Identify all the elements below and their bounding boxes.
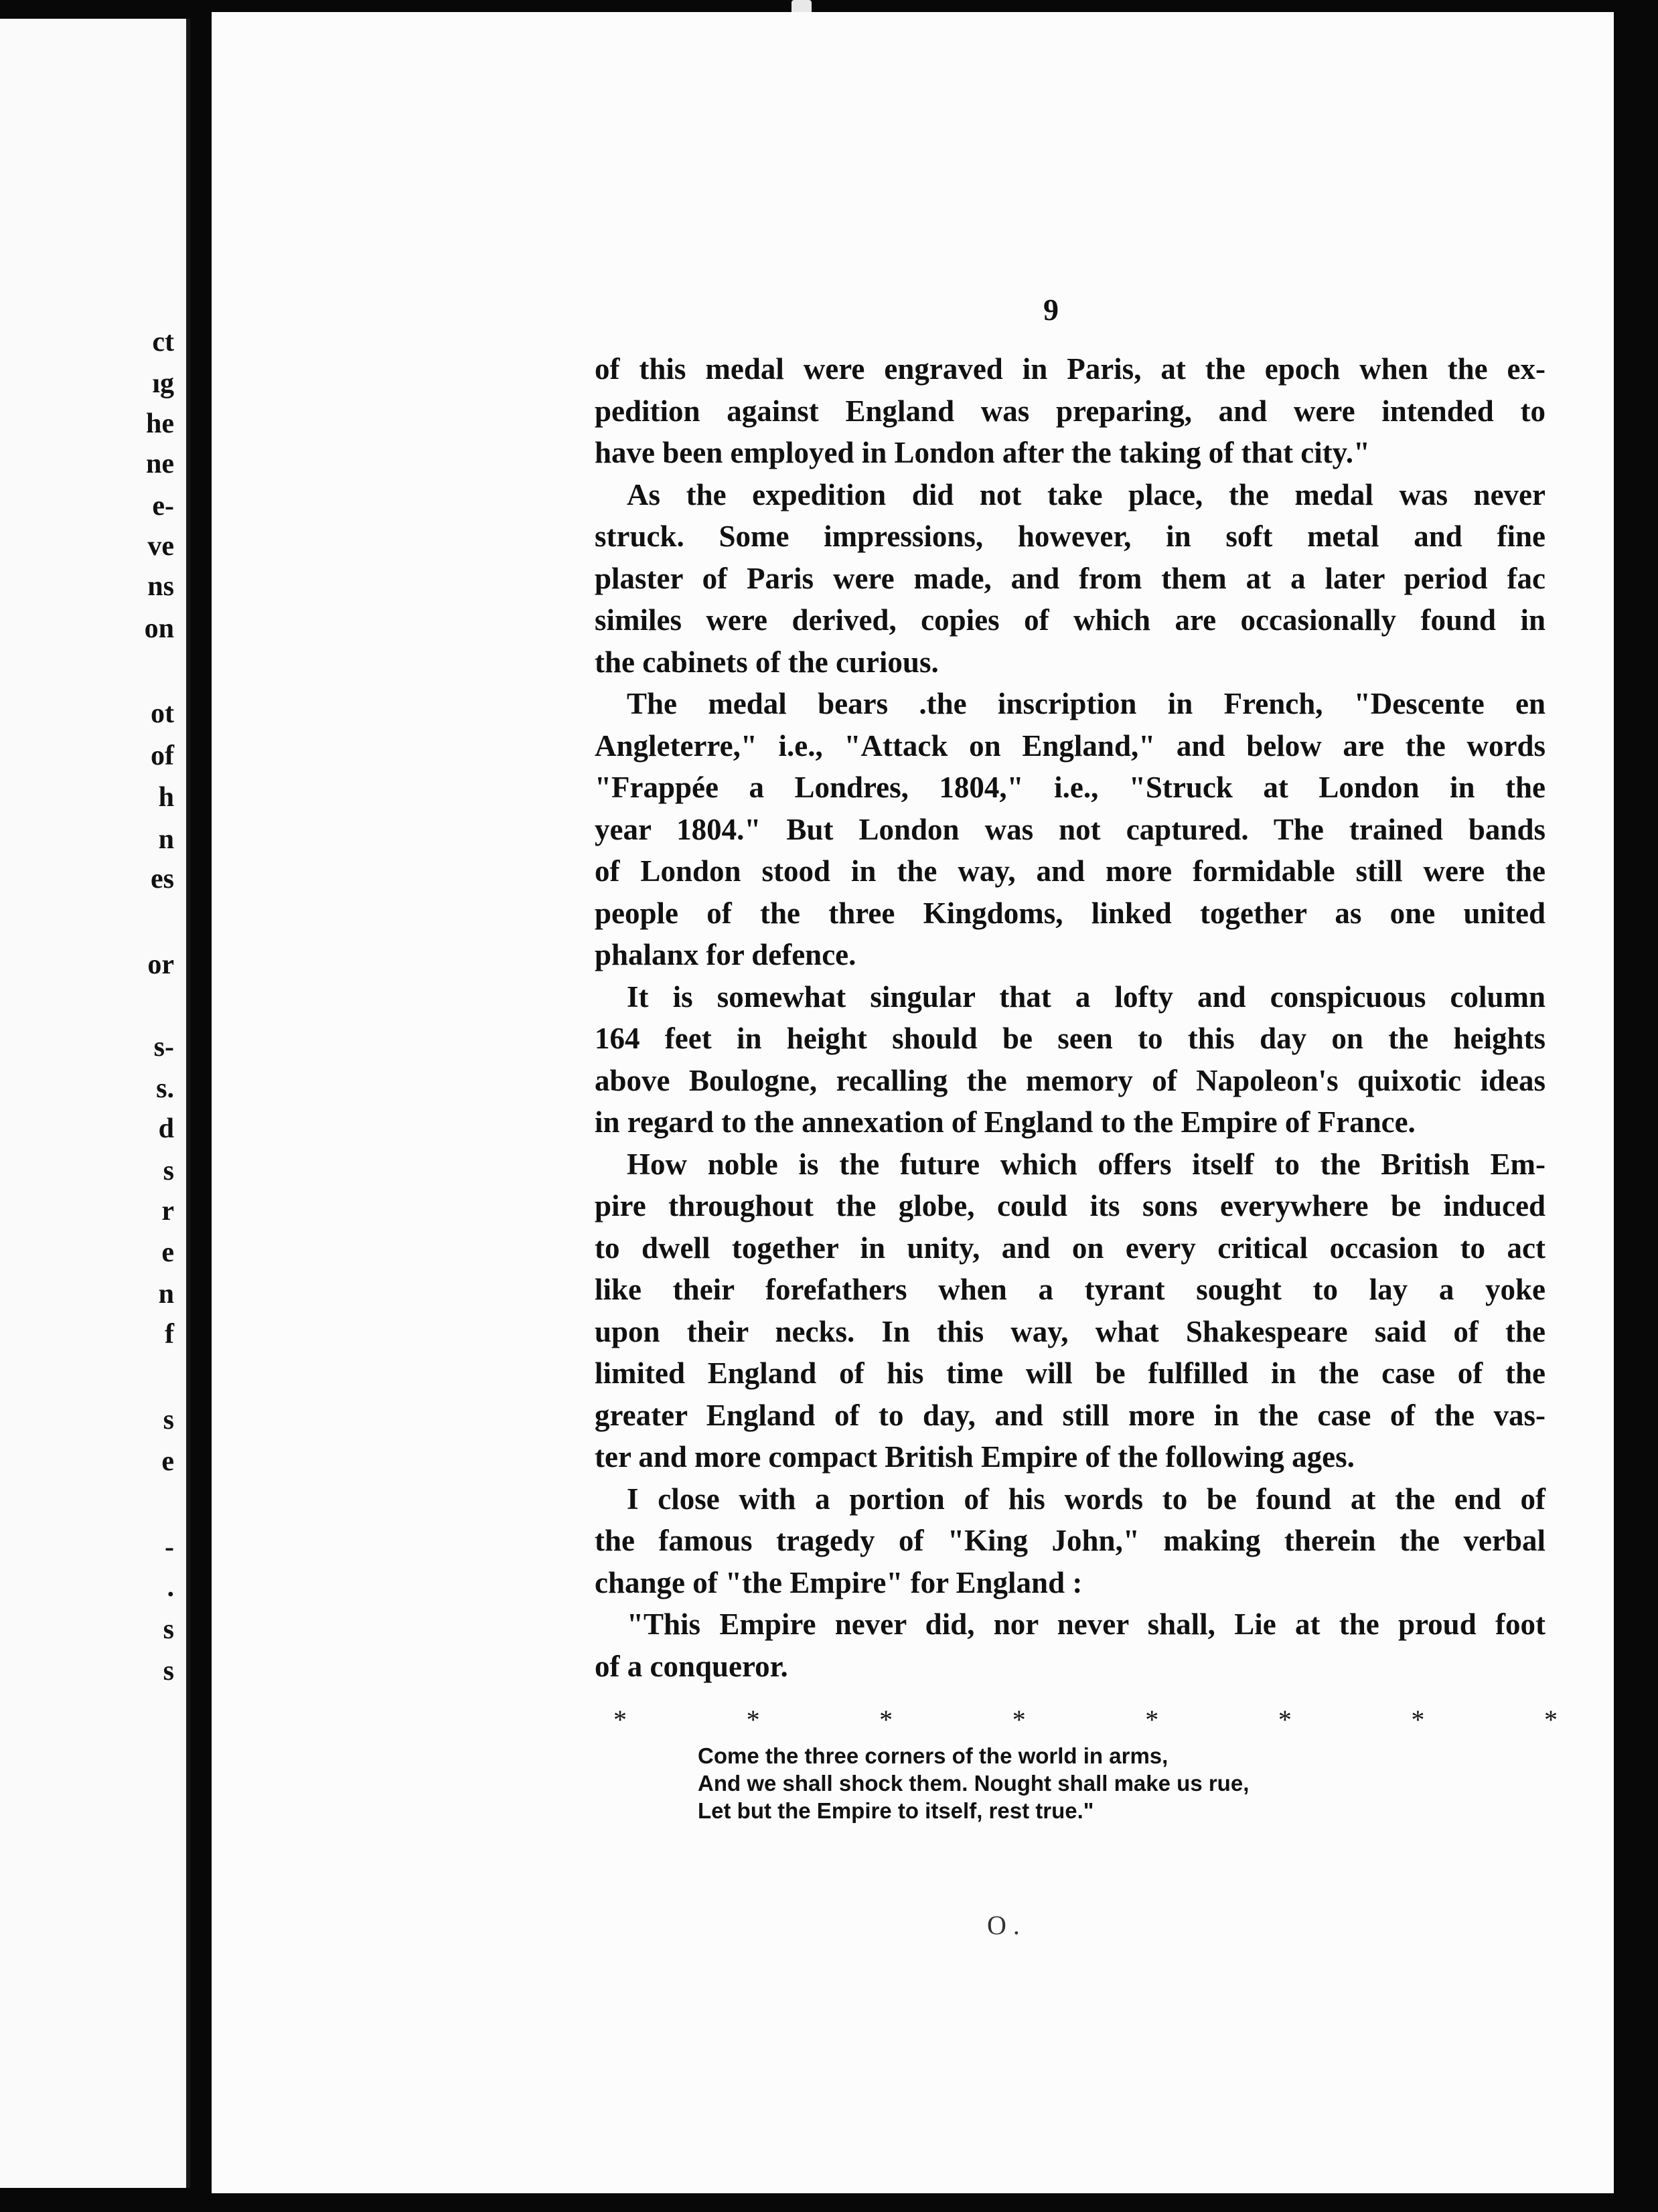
text-line: above Boulogne, recalling the memory of Napoleon's quixotic ideas	[595, 1063, 1546, 1097]
left-page-fragment: d	[158, 1113, 174, 1144]
star-ornament: *	[879, 1705, 893, 1735]
left-page-fragment: ne	[146, 449, 174, 479]
left-page-fragment: s-	[153, 1032, 174, 1062]
text-line: of a conqueror.	[595, 1649, 788, 1683]
text-line: The medal bears .the inscription in French, "Descente en	[627, 687, 1546, 720]
verse-quote	[698, 1742, 1249, 1824]
paragraph	[595, 976, 1546, 1143]
left-page-fragment: r	[161, 1196, 174, 1227]
text-line: the cabinets of the curious.	[595, 645, 939, 679]
text-line: plaster of Paris were made, and from them at a later period fac	[595, 561, 1546, 595]
text-line: ter and more compact British Empire of the following ages.	[595, 1440, 1355, 1474]
text-line: I close with a portion of his words to be found at the end of	[627, 1482, 1546, 1516]
text-line: to dwell together in unity, and on every critical occasion to act	[595, 1231, 1546, 1265]
text-line: phalanx for defence.	[595, 938, 856, 971]
left-page-fragment: he	[146, 408, 174, 439]
left-page-fragment: ıg	[152, 368, 174, 399]
left-page-fragment: ve	[147, 531, 174, 562]
star-ornament: *	[1278, 1705, 1292, 1735]
verse-line: Come the three corners of the world in arms,	[698, 1743, 1169, 1768]
star-ornament: *	[1543, 1705, 1558, 1735]
left-page-fragment: es	[151, 864, 174, 894]
paragraph	[595, 1478, 1546, 1604]
left-page-fragment: or	[147, 949, 174, 980]
left-page-fragment: h	[158, 782, 174, 813]
paragraph	[595, 348, 1546, 474]
left-page-fragment: ns	[147, 571, 174, 602]
right-page	[212, 12, 1614, 2193]
text-line: As the expedition did not take place, the medal was never	[627, 477, 1546, 511]
left-page-text-fragments	[87, 19, 174, 2188]
left-page-fragment: s	[163, 1656, 174, 1686]
text-line: like their forefathers when a tyrant sought to lay a yoke	[595, 1273, 1546, 1306]
left-page-fragment: s	[163, 1405, 174, 1435]
left-page-fragment: ot	[151, 698, 174, 729]
paragraph	[595, 1143, 1546, 1478]
text-line: greater England of to day, and still more in the case of the vas-	[595, 1398, 1546, 1432]
verse-line: And we shall shock them. Nought shall make us rue,	[698, 1771, 1250, 1796]
left-page-fragment: on	[144, 613, 174, 644]
text-line: similes were derived, copies of which are occasionally found in	[595, 603, 1546, 637]
text-line: year 1804." But London was not captured. The trained bands	[595, 812, 1546, 846]
left-page-fragment: s.	[156, 1073, 174, 1104]
text-line: limited England of his time will be fulfilled in the case of the	[595, 1356, 1546, 1390]
text-line: the famous tragedy of "King John," making therein the verbal	[595, 1524, 1546, 1557]
text-line: pire throughout the globe, could its sons everywhere be induced	[595, 1189, 1546, 1222]
text-line: people of the three Kingdoms, linked together as one united	[595, 896, 1546, 930]
text-line: of this medal were engraved in Paris, at the epoch when the ex-	[595, 352, 1546, 386]
left-page-fragment: f	[165, 1319, 174, 1350]
left-page-fragment: n	[158, 824, 174, 855]
star-ornament: *	[746, 1705, 760, 1735]
left-page-fragment: n	[158, 1279, 174, 1310]
star-ornament: *	[1012, 1705, 1026, 1735]
text-line: Angleterre," i.e., "Attack on England," and below are the words	[595, 728, 1546, 763]
text-line: pedition against England was preparing, and were intended to	[595, 394, 1546, 428]
paragraph	[595, 1603, 1546, 1687]
left-page-fragment: e	[161, 1237, 174, 1268]
text-line: have been employed in London after the taking of that city."	[595, 436, 1370, 469]
text-line: struck. Some impressions, however, in soft metal and fine	[595, 520, 1546, 553]
left-page-fragment: s	[163, 1156, 174, 1186]
left-page-fragment: of	[151, 740, 174, 771]
text-line: How noble is the future which offers itself to the British Em-	[627, 1147, 1546, 1181]
paragraph	[595, 474, 1546, 684]
text-line: 164 feet in height should be seen to this day on the heights	[595, 1022, 1546, 1055]
paragraph	[595, 683, 1546, 976]
page-number: 9	[1043, 293, 1059, 327]
text-line: of London stood in the way, and more formidable still were the	[595, 854, 1546, 888]
left-page-fragment: e-	[152, 491, 174, 522]
text-line: in regard to the annexation of England to the Empire of France.	[595, 1105, 1416, 1139]
text-line: It is somewhat singular that a lofty and conspicuous column	[627, 979, 1546, 1014]
text-line: change of "the Empire" for England :	[595, 1565, 1083, 1599]
text-line: "Frappée a Londres, 1804," i.e., "Struck at London in the	[595, 771, 1546, 804]
left-page-fragment: s	[163, 1614, 174, 1645]
left-page-fragment: -	[165, 1532, 174, 1563]
star-ornament: *	[1411, 1705, 1425, 1735]
star-ornament: *	[613, 1705, 627, 1735]
left-page-edge	[0, 19, 190, 2188]
left-page-fragment: e	[161, 1446, 174, 1477]
text-line: "This Empire never did, nor never shall, Lie at the proud foot	[627, 1607, 1546, 1641]
star-ornament: *	[1145, 1705, 1159, 1735]
verse-line: Let but the Empire to itself, rest true."	[698, 1798, 1094, 1823]
text-line: upon their necks. In this way, what Shakespeare said of the	[595, 1314, 1546, 1348]
body-text	[595, 348, 1546, 1687]
footer-mark: O .	[987, 1910, 1020, 1940]
left-page-fragment: ct	[152, 327, 174, 358]
left-page-fragment: .	[167, 1572, 174, 1603]
ellipsis-stars	[613, 1704, 1558, 1735]
